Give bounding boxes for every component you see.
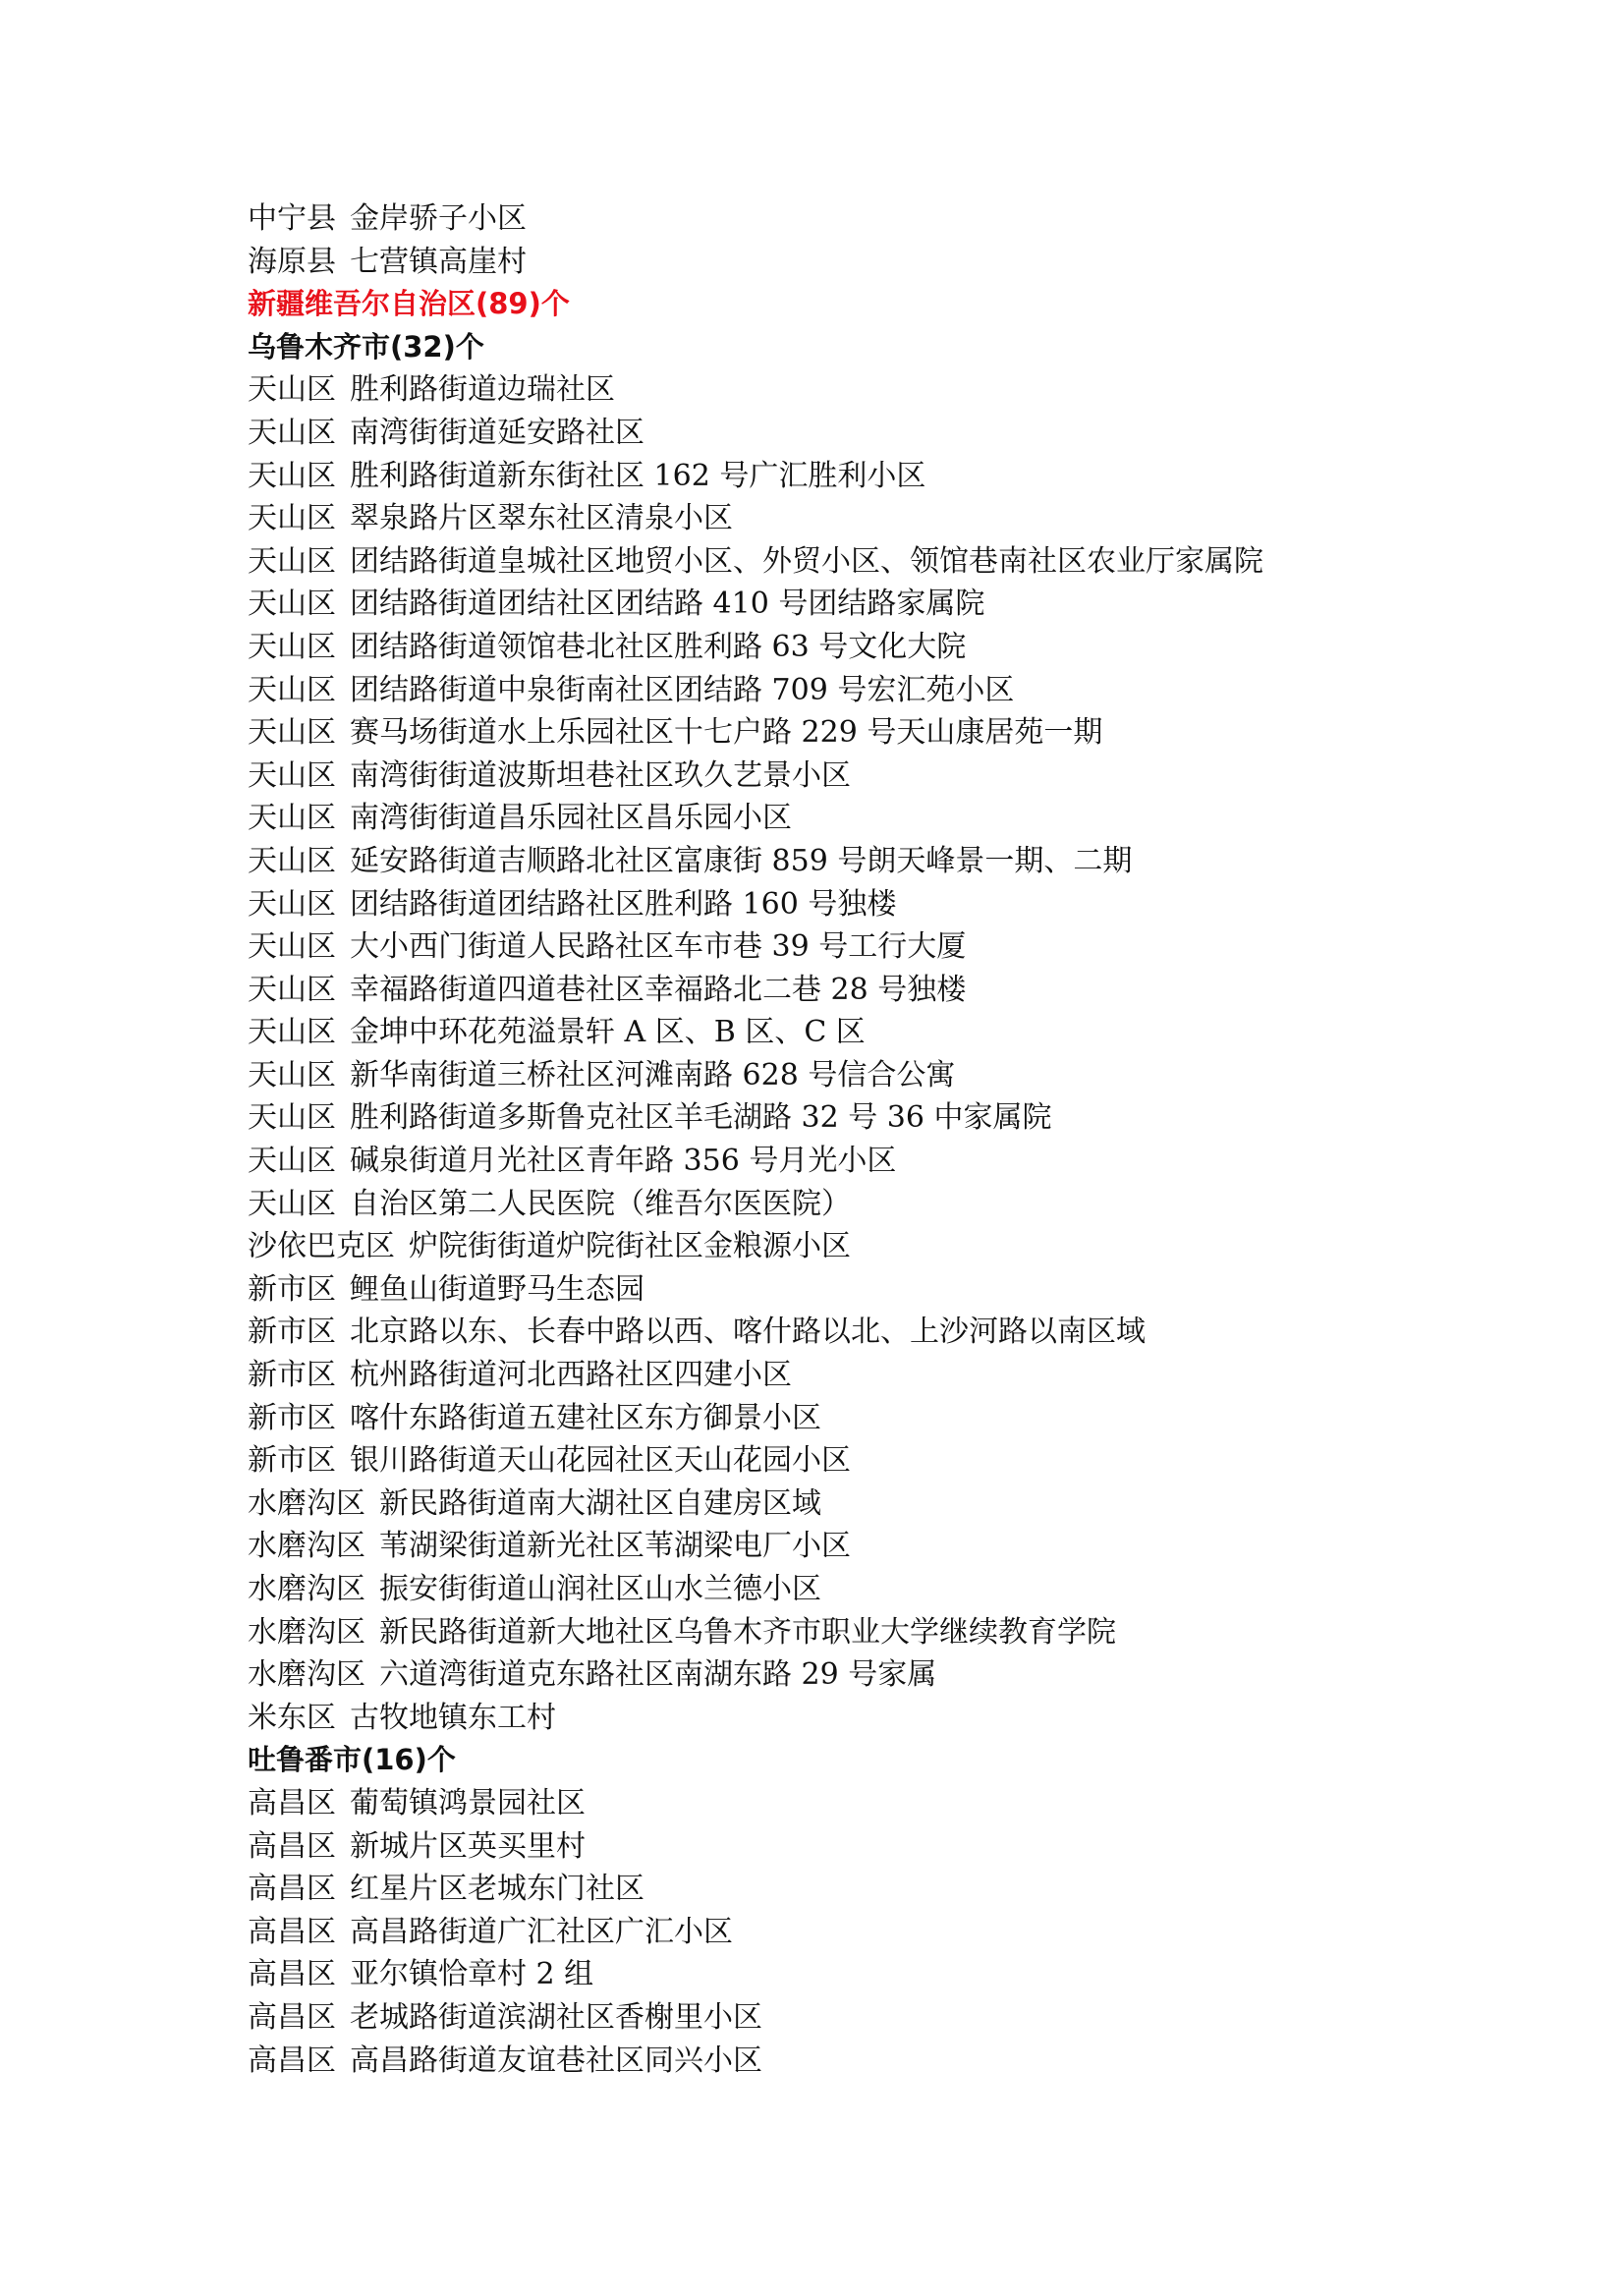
district-name: 新市区	[248, 1315, 336, 1350]
city-heading: 乌鲁木齐市(32)个	[248, 329, 484, 364]
place-name: 翠泉路片区翠东社区清泉小区	[350, 501, 733, 536]
place-name: 鲤鱼山街道野马生态园	[350, 1271, 644, 1307]
list-item	[248, 1011, 1427, 1054]
place-name: 新华南街道三桥社区河滩南路 628 号信合公寓	[350, 1057, 956, 1092]
list-item	[248, 1183, 1427, 1226]
place-name: 高昌路街道广汇社区广汇小区	[350, 1914, 733, 1949]
district-name: 水磨沟区	[248, 1485, 365, 1521]
place-name: 振安街街道山润社区山水兰德小区	[379, 1572, 821, 1606]
region-heading: 新疆维吾尔自治区(89)个	[248, 287, 570, 321]
place-name: 幸福路街道四道巷社区幸福路北二巷 28 号独楼	[350, 972, 967, 1007]
district-name: 沙依巴克区	[248, 1229, 395, 1264]
place-name: 碱泉街道月光社区青年路 356 号月光小区	[350, 1144, 897, 1179]
district-name: 新市区	[248, 1443, 336, 1479]
district-name: 天山区	[248, 501, 336, 536]
list-item	[248, 969, 1427, 1012]
district-name: 天山区	[248, 458, 336, 493]
list-item	[248, 711, 1427, 755]
list-item	[248, 1525, 1427, 1568]
district-name: 天山区	[248, 672, 336, 707]
district-name: 天山区	[248, 843, 336, 878]
place-name: 大小西门街道人民路社区车市巷 39 号工行大厦	[350, 929, 967, 965]
place-name: 南湾街街道昌乐园社区昌乐园小区	[350, 801, 792, 836]
place-name: 金岸骄子小区	[350, 201, 527, 236]
district-name: 高昌区	[248, 1999, 336, 2035]
list-item	[248, 1653, 1427, 1697]
list-item	[248, 1054, 1427, 1097]
district-name: 新市区	[248, 1271, 336, 1307]
city-heading: 吐鲁番市(16)个	[248, 1743, 456, 1777]
district-name: 中宁县	[248, 201, 336, 236]
place-name: 喀什东路街道五建社区东方御景小区	[350, 1400, 821, 1435]
district-name: 高昌区	[248, 1957, 336, 1992]
place-name: 胜利路街道边瑞社区	[350, 372, 615, 408]
place-name: 团结路街道领馆巷北社区胜利路 63 号文化大院	[350, 629, 967, 664]
district-name: 天山区	[248, 1100, 336, 1136]
district-name: 天山区	[248, 1057, 336, 1092]
list-item	[248, 497, 1427, 540]
district-name: 天山区	[248, 415, 336, 450]
place-name: 胜利路街道多斯鲁克社区羊毛湖路 32 号 36 中家属院	[350, 1100, 1052, 1136]
list-item	[248, 583, 1427, 626]
district-name: 高昌区	[248, 2043, 336, 2078]
list-item	[248, 1825, 1427, 1869]
list-item	[248, 412, 1427, 455]
district-name: 天山区	[248, 972, 336, 1007]
place-name: 团结路街道团结路社区胜利路 160 号独楼	[350, 886, 897, 922]
district-name: 天山区	[248, 801, 336, 836]
list-item	[248, 1354, 1427, 1397]
district-name: 天山区	[248, 929, 336, 965]
list-item	[248, 1996, 1427, 2040]
district-name: 天山区	[248, 757, 336, 793]
place-name: 胜利路街道新东街社区 162 号广汇胜利小区	[350, 458, 926, 493]
list-item	[248, 241, 1427, 284]
place-name: 延安路街道吉顺路北社区富康街 859 号朗天峰景一期、二期	[350, 843, 1133, 878]
list-item	[248, 1311, 1427, 1354]
place-name: 银川路街道天山花园社区天山花园小区	[350, 1443, 851, 1479]
place-name: 新城片区英买里村	[350, 1828, 586, 1864]
district-name: 新市区	[248, 1358, 336, 1393]
place-name: 红星片区老城东门社区	[350, 1872, 644, 1907]
place-name: 苇湖梁街道新光社区苇湖梁电厂小区	[379, 1529, 851, 1564]
place-name: 团结路街道团结社区团结路 410 号团结路家属院	[350, 587, 985, 622]
district-name: 天山区	[248, 1015, 336, 1050]
district-name: 天山区	[248, 1144, 336, 1179]
district-name: 海原县	[248, 244, 336, 279]
district-name: 水磨沟区	[248, 1657, 365, 1693]
place-name: 七营镇高崖村	[350, 244, 527, 279]
list-item	[248, 797, 1427, 840]
list-item	[248, 1225, 1427, 1268]
place-name: 自治区第二人民医院（维吾尔医医院）	[350, 1186, 851, 1221]
district-name: 水磨沟区	[248, 1614, 365, 1650]
place-name: 南湾街街道波斯坦巷社区玖久艺景小区	[350, 757, 851, 793]
place-name: 杭州路街道河北西路社区四建小区	[350, 1358, 792, 1393]
place-name: 北京路以东、长春中路以西、喀什路以北、上沙河路以南区域	[350, 1315, 1146, 1350]
list-item	[248, 1397, 1427, 1440]
district-name: 天山区	[248, 715, 336, 751]
place-name: 新民路街道新大地社区乌鲁木齐市职业大学继续教育学院	[379, 1614, 1116, 1650]
list-item	[248, 1697, 1427, 1740]
list-item	[248, 2040, 1427, 2083]
district-name: 新市区	[248, 1400, 336, 1435]
list-item	[248, 540, 1427, 584]
place-name: 新民路街道南大湖社区自建房区域	[379, 1485, 821, 1521]
district-name: 高昌区	[248, 1828, 336, 1864]
place-name: 团结路街道中泉街南社区团结路 709 号宏汇苑小区	[350, 672, 1015, 707]
list-item	[248, 925, 1427, 969]
list-item	[248, 840, 1427, 883]
place-name: 古牧地镇东工村	[350, 1700, 556, 1735]
place-name: 南湾街街道延安路社区	[350, 415, 644, 450]
district-name: 高昌区	[248, 1914, 336, 1949]
list-item	[248, 1140, 1427, 1183]
place-name: 六道湾街道克东路社区南湖东路 29 号家属	[379, 1657, 937, 1693]
district-name: 水磨沟区	[248, 1572, 365, 1606]
district-name: 天山区	[248, 1186, 336, 1221]
list-item	[248, 755, 1427, 798]
district-name: 高昌区	[248, 1785, 336, 1820]
place-name: 金坤中环花苑溢景轩 A 区、B 区、C 区	[350, 1015, 866, 1050]
place-name: 炉院街街道炉院街社区金粮源小区	[409, 1229, 851, 1264]
place-name: 团结路街道皇城社区地贸小区、外贸小区、领馆巷南社区农业厅家属院	[350, 543, 1263, 579]
place-name: 葡萄镇鸿景园社区	[350, 1785, 586, 1820]
list-item	[248, 368, 1427, 412]
district-name: 高昌区	[248, 1872, 336, 1907]
district-name: 水磨沟区	[248, 1529, 365, 1564]
place-name: 赛马场街道水上乐园社区十七户路 229 号天山康居苑一期	[350, 715, 1103, 751]
place-name: 老城路街道滨湖社区香榭里小区	[350, 1999, 762, 2035]
district-name: 天山区	[248, 629, 336, 664]
list-item	[248, 1953, 1427, 1996]
district-name: 天山区	[248, 587, 336, 622]
list-item	[248, 669, 1427, 712]
place-name: 高昌路街道友谊巷社区同兴小区	[350, 2043, 762, 2078]
list-item	[248, 1483, 1427, 1526]
district-name: 天山区	[248, 886, 336, 922]
district-name: 天山区	[248, 543, 336, 579]
list-item	[248, 1782, 1427, 1825]
place-name: 亚尔镇恰章村 2 组	[350, 1957, 594, 1992]
list-item	[248, 1868, 1427, 1911]
list-item	[248, 626, 1427, 669]
list-item	[248, 1439, 1427, 1483]
list-item	[248, 1268, 1427, 1312]
list-item	[248, 1568, 1427, 1611]
list-item	[248, 197, 1427, 241]
district-name: 天山区	[248, 372, 336, 408]
area-list	[248, 197, 1427, 2082]
list-item	[248, 455, 1427, 498]
list-item	[248, 1611, 1427, 1654]
list-item	[248, 883, 1427, 926]
district-name: 米东区	[248, 1700, 336, 1735]
list-item	[248, 1096, 1427, 1140]
list-item	[248, 1911, 1427, 1954]
